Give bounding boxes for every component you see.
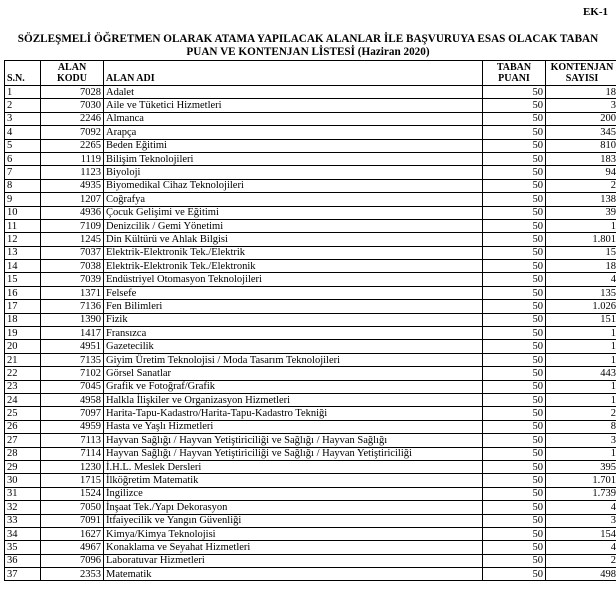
- cell-kontenjan: 1: [546, 447, 616, 460]
- cell-alan-kodu: 4967: [41, 541, 104, 554]
- cell-alan-adi: Din Kültürü ve Ahlak Bilgisi: [104, 233, 483, 246]
- cell-alan-kodu: 4959: [41, 420, 104, 433]
- table-row: [5, 300, 616, 313]
- table-row: [5, 99, 616, 112]
- cell-sn: 10: [5, 206, 41, 219]
- cell-kontenjan: 138: [546, 193, 616, 206]
- cell-kontenjan: 3: [546, 99, 616, 112]
- table-row: [5, 179, 616, 192]
- table-row: [5, 340, 616, 353]
- cell-alan-kodu: 1627: [41, 527, 104, 540]
- cell-alan-adi: Aile ve Tüketici Hizmetleri: [104, 99, 483, 112]
- cell-alan-kodu: 7030: [41, 99, 104, 112]
- cell-taban-puani: 50: [483, 340, 546, 353]
- column-header-alan-kodu: [41, 61, 104, 86]
- cell-alan-kodu: 1417: [41, 327, 104, 340]
- cell-taban-puani: 50: [483, 86, 546, 99]
- cell-kontenjan: 1.801: [546, 233, 616, 246]
- cell-sn: 8: [5, 179, 41, 192]
- cell-taban-puani: 50: [483, 99, 546, 112]
- column-header-taban-puani-line-2: PUANI: [498, 73, 530, 84]
- cell-alan-kodu: 7091: [41, 514, 104, 527]
- cell-kontenjan: 154: [546, 527, 616, 540]
- cell-sn: 32: [5, 501, 41, 514]
- cell-taban-puani: 50: [483, 126, 546, 139]
- cell-kontenjan: 345: [546, 126, 616, 139]
- cell-alan-adi: Biyoloji: [104, 166, 483, 179]
- cell-alan-kodu: 1524: [41, 487, 104, 500]
- cell-kontenjan: 18: [546, 260, 616, 273]
- table-row: [5, 568, 616, 581]
- table-row: [5, 447, 616, 460]
- column-header-sn: S.N.: [5, 61, 41, 86]
- column-header-taban-puani-line-1: TABAN: [496, 62, 532, 73]
- cell-taban-puani: 50: [483, 260, 546, 273]
- cell-taban-puani: 50: [483, 487, 546, 500]
- cell-alan-kodu: 7028: [41, 86, 104, 99]
- cell-kontenjan: 498: [546, 568, 616, 581]
- cell-alan-adi: Fen Bilimleri: [104, 300, 483, 313]
- table-row: [5, 246, 616, 259]
- cell-sn: 23: [5, 380, 41, 393]
- table-row: [5, 219, 616, 232]
- cell-taban-puani: 50: [483, 554, 546, 567]
- cell-alan-kodu: 4936: [41, 206, 104, 219]
- quota-table: [4, 60, 616, 581]
- cell-alan-adi: Hayvan Sağlığı / Hayvan Yetiştiriciliği ve Sağlığı / Hayvan Yetiştiriciliği: [104, 447, 483, 460]
- cell-taban-puani: 50: [483, 246, 546, 259]
- cell-sn: 31: [5, 487, 41, 500]
- cell-kontenjan: 151: [546, 313, 616, 326]
- cell-sn: 24: [5, 393, 41, 406]
- table-row: [5, 139, 616, 152]
- table-row: [5, 206, 616, 219]
- cell-alan-kodu: 4951: [41, 340, 104, 353]
- cell-alan-adi: İlköğretim Matematik: [104, 474, 483, 487]
- cell-taban-puani: 50: [483, 380, 546, 393]
- cell-sn: 18: [5, 313, 41, 326]
- cell-sn: 17: [5, 300, 41, 313]
- cell-kontenjan: 2: [546, 179, 616, 192]
- column-header-alan-kodu-line-2: KODU: [57, 73, 87, 84]
- cell-alan-adi: Çocuk Gelişimi ve Eğitimi: [104, 206, 483, 219]
- cell-alan-adi: İnşaat Tek./Yapı Dekorasyon: [104, 501, 483, 514]
- cell-alan-kodu: 7050: [41, 501, 104, 514]
- cell-alan-kodu: 2246: [41, 112, 104, 125]
- table-row: [5, 286, 616, 299]
- column-header-kontenjan: [546, 61, 616, 86]
- cell-taban-puani: 50: [483, 541, 546, 554]
- cell-alan-kodu: 7113: [41, 434, 104, 447]
- cell-kontenjan: 1: [546, 380, 616, 393]
- table-row: [5, 126, 616, 139]
- table-row: [5, 367, 616, 380]
- cell-alan-kodu: 7092: [41, 126, 104, 139]
- cell-alan-adi: Endüstriyel Otomasyon Teknolojileri: [104, 273, 483, 286]
- cell-alan-adi: Hasta ve Yaşlı Hizmetleri: [104, 420, 483, 433]
- table-row: [5, 434, 616, 447]
- table-row: [5, 86, 616, 99]
- cell-sn: 27: [5, 434, 41, 447]
- cell-kontenjan: 1.739: [546, 487, 616, 500]
- cell-alan-adi: Beden Eğitimi: [104, 139, 483, 152]
- cell-kontenjan: 395: [546, 460, 616, 473]
- cell-taban-puani: 50: [483, 407, 546, 420]
- cell-alan-kodu: 1390: [41, 313, 104, 326]
- cell-sn: 2: [5, 99, 41, 112]
- cell-sn: 21: [5, 353, 41, 366]
- cell-alan-kodu: 7038: [41, 260, 104, 273]
- cell-kontenjan: 39: [546, 206, 616, 219]
- cell-taban-puani: 50: [483, 219, 546, 232]
- annex-label: EK-1: [582, 6, 608, 18]
- cell-sn: 14: [5, 260, 41, 273]
- cell-sn: 25: [5, 407, 41, 420]
- cell-taban-puani: 50: [483, 313, 546, 326]
- cell-sn: 37: [5, 568, 41, 581]
- table-body: [5, 86, 616, 581]
- cell-alan-kodu: 7109: [41, 219, 104, 232]
- cell-kontenjan: 1: [546, 353, 616, 366]
- cell-taban-puani: 50: [483, 393, 546, 406]
- cell-alan-adi: İ.H.L. Meslek Dersleri: [104, 460, 483, 473]
- cell-sn: 15: [5, 273, 41, 286]
- cell-kontenjan: 135: [546, 286, 616, 299]
- table-row: [5, 460, 616, 473]
- cell-alan-kodu: 1715: [41, 474, 104, 487]
- cell-sn: 36: [5, 554, 41, 567]
- cell-alan-adi: Harita-Tapu-Kadastro/Harita-Tapu-Kadastro Tekniği: [104, 407, 483, 420]
- cell-sn: 12: [5, 233, 41, 246]
- cell-taban-puani: 50: [483, 460, 546, 473]
- table-row: [5, 273, 616, 286]
- cell-alan-adi: Elektrik-Elektronik Tek./Elektrik: [104, 246, 483, 259]
- cell-sn: 1: [5, 86, 41, 99]
- cell-sn: 9: [5, 193, 41, 206]
- cell-sn: 26: [5, 420, 41, 433]
- cell-alan-kodu: 1119: [41, 152, 104, 165]
- cell-alan-kodu: 7102: [41, 367, 104, 380]
- cell-alan-adi: Fransızca: [104, 327, 483, 340]
- table-row: [5, 487, 616, 500]
- cell-kontenjan: 810: [546, 139, 616, 152]
- cell-alan-adi: Halkla İlişkiler ve Organizasyon Hizmetleri: [104, 393, 483, 406]
- cell-sn: 22: [5, 367, 41, 380]
- title-line-1: SÖZLEŞMELİ ÖĞRETMEN OLARAK ATAMA YAPILACAK ALANLAR İLE BAŞVURUYA ESAS OLACAK TABAN: [17, 33, 599, 45]
- cell-alan-adi: Elektrik-Elektronik Tek./Elektronik: [104, 260, 483, 273]
- cell-alan-adi: Coğrafya: [104, 193, 483, 206]
- cell-alan-kodu: 7096: [41, 554, 104, 567]
- cell-sn: 34: [5, 527, 41, 540]
- column-header-alan-kodu-line-1: ALAN: [57, 62, 87, 73]
- table-row: [5, 233, 616, 246]
- cell-taban-puani: 50: [483, 166, 546, 179]
- cell-sn: 19: [5, 327, 41, 340]
- table-row: [5, 166, 616, 179]
- cell-alan-kodu: 7039: [41, 273, 104, 286]
- cell-alan-adi: Giyim Üretim Teknolojisi / Moda Tasarım Teknolojileri: [104, 353, 483, 366]
- table-row: [5, 420, 616, 433]
- cell-kontenjan: 1: [546, 327, 616, 340]
- cell-alan-adi: Gazetecilik: [104, 340, 483, 353]
- cell-taban-puani: 50: [483, 353, 546, 366]
- cell-kontenjan: 4: [546, 501, 616, 514]
- cell-sn: 20: [5, 340, 41, 353]
- cell-alan-kodu: 7136: [41, 300, 104, 313]
- table-row: [5, 541, 616, 554]
- cell-alan-kodu: 2353: [41, 568, 104, 581]
- cell-taban-puani: 50: [483, 193, 546, 206]
- title-line-2: PUAN VE KONTENJAN LİSTESİ (Haziran 2020): [186, 46, 430, 58]
- cell-alan-adi: Matematik: [104, 568, 483, 581]
- cell-alan-kodu: 7045: [41, 380, 104, 393]
- table-row: [5, 327, 616, 340]
- column-header-kontenjan-line-1: KONTENJAN: [550, 62, 614, 73]
- cell-kontenjan: 4: [546, 541, 616, 554]
- cell-kontenjan: 2: [546, 407, 616, 420]
- table-row: [5, 407, 616, 420]
- table-row: [5, 501, 616, 514]
- table-row: [5, 393, 616, 406]
- column-header-kontenjan-line-2: SAYISI: [565, 73, 599, 84]
- cell-sn: 29: [5, 460, 41, 473]
- cell-alan-adi: Arapça: [104, 126, 483, 139]
- cell-alan-adi: Bilişim Teknolojileri: [104, 152, 483, 165]
- cell-sn: 33: [5, 514, 41, 527]
- cell-taban-puani: 50: [483, 233, 546, 246]
- cell-taban-puani: 50: [483, 474, 546, 487]
- table-row: [5, 527, 616, 540]
- cell-taban-puani: 50: [483, 139, 546, 152]
- cell-alan-adi: Biyomedikal Cihaz Teknolojileri: [104, 179, 483, 192]
- cell-kontenjan: 94: [546, 166, 616, 179]
- cell-taban-puani: 50: [483, 501, 546, 514]
- table-row: [5, 260, 616, 273]
- cell-taban-puani: 50: [483, 286, 546, 299]
- cell-sn: 5: [5, 139, 41, 152]
- cell-sn: 30: [5, 474, 41, 487]
- cell-kontenjan: 1: [546, 340, 616, 353]
- cell-kontenjan: 3: [546, 514, 616, 527]
- cell-kontenjan: 15: [546, 246, 616, 259]
- cell-alan-adi: Görsel Sanatlar: [104, 367, 483, 380]
- cell-alan-adi: Almanca: [104, 112, 483, 125]
- cell-taban-puani: 50: [483, 273, 546, 286]
- table-row: [5, 554, 616, 567]
- cell-kontenjan: 8: [546, 420, 616, 433]
- cell-alan-kodu: 1245: [41, 233, 104, 246]
- cell-kontenjan: 443: [546, 367, 616, 380]
- cell-alan-adi: İtfaiyecilik ve Yangın Güvenliği: [104, 514, 483, 527]
- cell-alan-kodu: 1230: [41, 460, 104, 473]
- cell-alan-adi: Hayvan Sağlığı / Hayvan Yetiştiriciliği ve Sağlığı / Hayvan Sağlığı: [104, 434, 483, 447]
- cell-alan-kodu: 7037: [41, 246, 104, 259]
- cell-alan-kodu: 7097: [41, 407, 104, 420]
- cell-taban-puani: 50: [483, 206, 546, 219]
- cell-kontenjan: 1: [546, 219, 616, 232]
- cell-alan-adi: Fizik: [104, 313, 483, 326]
- table-row: [5, 313, 616, 326]
- cell-alan-adi: Grafik ve Fotoğraf/Grafik: [104, 380, 483, 393]
- cell-sn: 13: [5, 246, 41, 259]
- cell-taban-puani: 50: [483, 327, 546, 340]
- column-header-taban-puani: [483, 61, 546, 86]
- cell-sn: 3: [5, 112, 41, 125]
- table-row: [5, 152, 616, 165]
- cell-sn: 28: [5, 447, 41, 460]
- table-row: [5, 474, 616, 487]
- cell-taban-puani: 50: [483, 300, 546, 313]
- cell-alan-adi: Adalet: [104, 86, 483, 99]
- cell-kontenjan: 1: [546, 393, 616, 406]
- cell-taban-puani: 50: [483, 420, 546, 433]
- cell-kontenjan: 4: [546, 273, 616, 286]
- cell-taban-puani: 50: [483, 112, 546, 125]
- cell-kontenjan: 200: [546, 112, 616, 125]
- cell-alan-adi: Felsefe: [104, 286, 483, 299]
- table-row: [5, 514, 616, 527]
- cell-alan-kodu: 7114: [41, 447, 104, 460]
- document-title: [0, 33, 616, 59]
- cell-kontenjan: 183: [546, 152, 616, 165]
- cell-sn: 7: [5, 166, 41, 179]
- cell-alan-kodu: 1123: [41, 166, 104, 179]
- table-row: [5, 193, 616, 206]
- cell-alan-kodu: 1207: [41, 193, 104, 206]
- cell-taban-puani: 50: [483, 179, 546, 192]
- cell-taban-puani: 50: [483, 434, 546, 447]
- cell-alan-adi: Kimya/Kimya Teknolojisi: [104, 527, 483, 540]
- cell-sn: 35: [5, 541, 41, 554]
- cell-sn: 11: [5, 219, 41, 232]
- table-header-row: [5, 61, 616, 86]
- cell-taban-puani: 50: [483, 527, 546, 540]
- cell-alan-kodu: 2265: [41, 139, 104, 152]
- cell-taban-puani: 50: [483, 367, 546, 380]
- table-row: [5, 380, 616, 393]
- column-header-alan-adi: ALAN ADI: [104, 61, 483, 86]
- cell-taban-puani: 50: [483, 447, 546, 460]
- table-row: [5, 112, 616, 125]
- cell-sn: 4: [5, 126, 41, 139]
- cell-kontenjan: 1.026: [546, 300, 616, 313]
- cell-alan-adi: İngilizce: [104, 487, 483, 500]
- cell-alan-adi: Konaklama ve Seyahat Hizmetleri: [104, 541, 483, 554]
- cell-alan-adi: Denizcilik / Gemi Yönetimi: [104, 219, 483, 232]
- table-row: [5, 353, 616, 366]
- cell-taban-puani: 50: [483, 514, 546, 527]
- cell-alan-kodu: 4935: [41, 179, 104, 192]
- cell-sn: 16: [5, 286, 41, 299]
- cell-alan-kodu: 4958: [41, 393, 104, 406]
- cell-sn: 6: [5, 152, 41, 165]
- cell-alan-kodu: 7135: [41, 353, 104, 366]
- cell-alan-adi: Laboratuvar Hizmetleri: [104, 554, 483, 567]
- cell-kontenjan: 1.701: [546, 474, 616, 487]
- cell-kontenjan: 3: [546, 434, 616, 447]
- cell-alan-kodu: 1371: [41, 286, 104, 299]
- cell-taban-puani: 50: [483, 568, 546, 581]
- cell-kontenjan: 18: [546, 86, 616, 99]
- cell-taban-puani: 50: [483, 152, 546, 165]
- cell-kontenjan: 2: [546, 554, 616, 567]
